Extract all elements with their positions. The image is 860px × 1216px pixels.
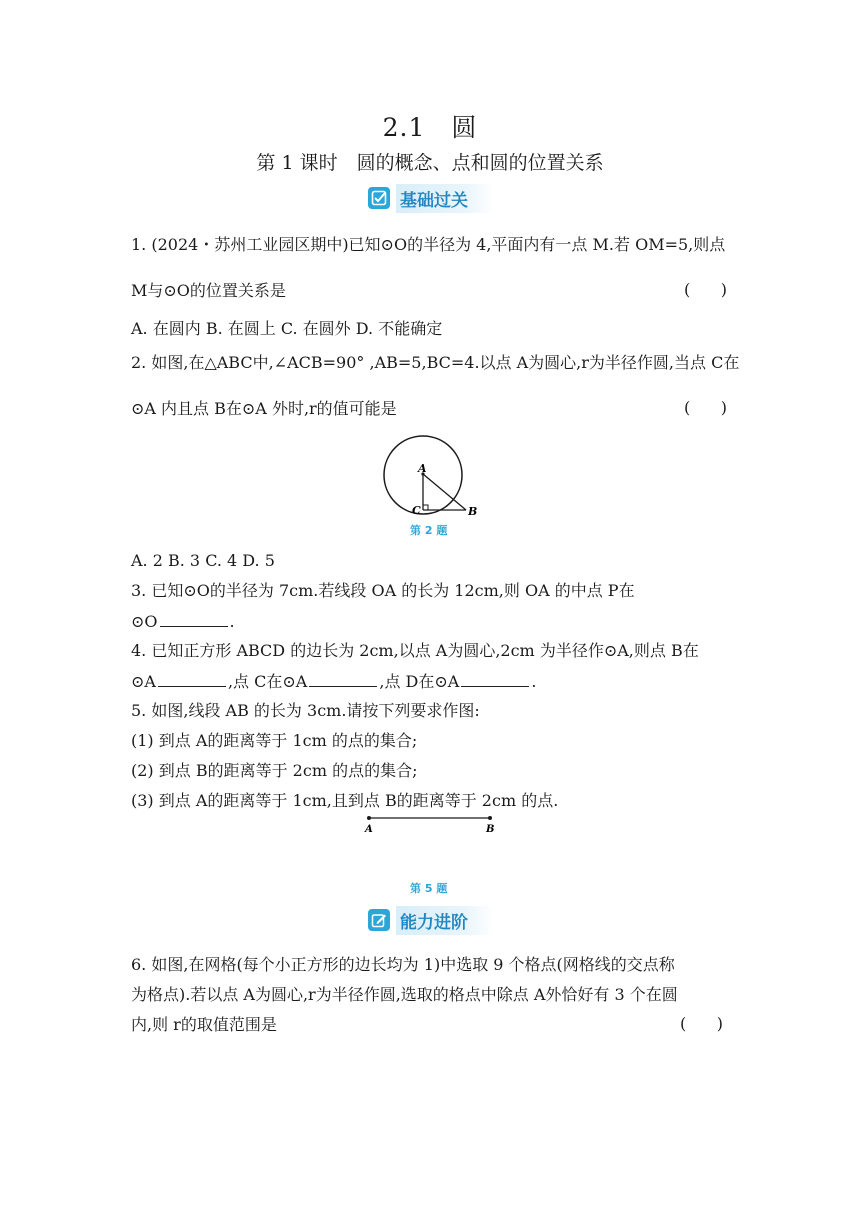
q4-part2: ,点 C在⊙A — [227, 672, 308, 691]
q4-line2 — [131, 670, 536, 693]
q4-line1: 4. 已知正方形 ABCD 的边长为 2cm,以点 A为圆心,2cm 为半径作⊙A,则点 B在 — [131, 641, 699, 660]
q6-line3: 内,则 r的取值范围是 — [131, 1015, 277, 1034]
q3-line2 — [131, 610, 235, 633]
q6-answer-paren: ( ) — [680, 1014, 723, 1033]
q3-suffix: . — [229, 612, 235, 631]
q4-blank-b[interactable] — [158, 670, 226, 687]
q1-line2: M与⊙O的位置关系是 — [131, 281, 286, 300]
q4-blank-c[interactable] — [309, 670, 377, 687]
label-b: B — [468, 505, 478, 518]
section-banner-basic — [368, 184, 494, 212]
q5-figure-caption: 第 5 题 — [410, 882, 448, 895]
section-label: 能力进阶 — [396, 906, 494, 935]
q5-item2: (2) 到点 B的距离等于 2cm 的点的集合; — [131, 761, 418, 780]
q5-figure — [360, 812, 500, 836]
q5-item1: (1) 到点 A的距离等于 1cm 的点的集合; — [131, 731, 418, 750]
page-title: 2.1 圆 — [382, 113, 478, 142]
section-banner-advanced — [368, 906, 494, 934]
q3-answer-blank[interactable] — [160, 610, 228, 627]
q1-line1: 1. (2024・苏州工业园区期中)已知⊙O的半径为 4,平面内有一点 M.若 OM=5,则点 — [131, 235, 726, 254]
q1-answer-paren: ( ) — [684, 280, 727, 299]
q3-prefix: ⊙O — [131, 612, 158, 631]
lesson-subtitle: 第 1 课时 圆的概念、点和圆的位置关系 — [256, 152, 604, 174]
q2-figure-caption: 第 2 题 — [410, 524, 448, 537]
q4-part3: ,点 D在⊙A — [379, 672, 460, 691]
q2-options: A. 2 B. 3 C. 4 D. 5 — [131, 551, 275, 570]
q2-line2: ⊙A 内且点 B在⊙A 外时,r的值可能是 — [131, 399, 397, 418]
check-icon — [368, 187, 390, 209]
point-a — [367, 816, 371, 820]
segment-ab — [423, 474, 466, 510]
q3-line1: 3. 已知⊙O的半径为 7cm.若线段 OA 的长为 12cm,则 OA 的中点 P在 — [131, 581, 635, 600]
q1-options: A. 在圆内 B. 在圆上 C. 在圆外 D. 不能确定 — [131, 319, 443, 338]
q4-end: . — [531, 672, 537, 691]
label-a: A — [365, 824, 373, 835]
section-label: 基础过关 — [396, 184, 494, 213]
q4-blank-d[interactable] — [461, 670, 529, 687]
pencil-icon — [368, 909, 390, 931]
q4-part1: ⊙A — [131, 672, 156, 691]
right-angle-mark — [423, 505, 428, 510]
point-b — [488, 816, 492, 820]
q2-line1: 2. 如图,在△ABC中,∠ACB=90° ,AB=5,BC=4.以点 A为圆心,r为半径作圆,当点 C在 — [131, 353, 740, 372]
q2-answer-paren: ( ) — [684, 398, 727, 417]
q6-line1: 6. 如图,在网格(每个小正方形的边长均为 1)中选取 9 个格点(网格线的交点称 — [131, 955, 675, 974]
label-c: C — [412, 504, 421, 517]
label-b: B — [486, 824, 495, 835]
q5-item3: (3) 到点 A的距离等于 1cm,且到点 B的距离等于 2cm 的点. — [131, 791, 559, 810]
label-a: A — [418, 462, 427, 475]
q5-line1: 5. 如图,线段 AB 的长为 3cm.请按下列要求作图: — [131, 701, 480, 720]
q6-line2: 为格点).若以点 A为圆心,r为半径作圆,选取的格点中除点 A外恰好有 3 个在圆 — [131, 985, 678, 1004]
q2-figure — [376, 432, 486, 522]
